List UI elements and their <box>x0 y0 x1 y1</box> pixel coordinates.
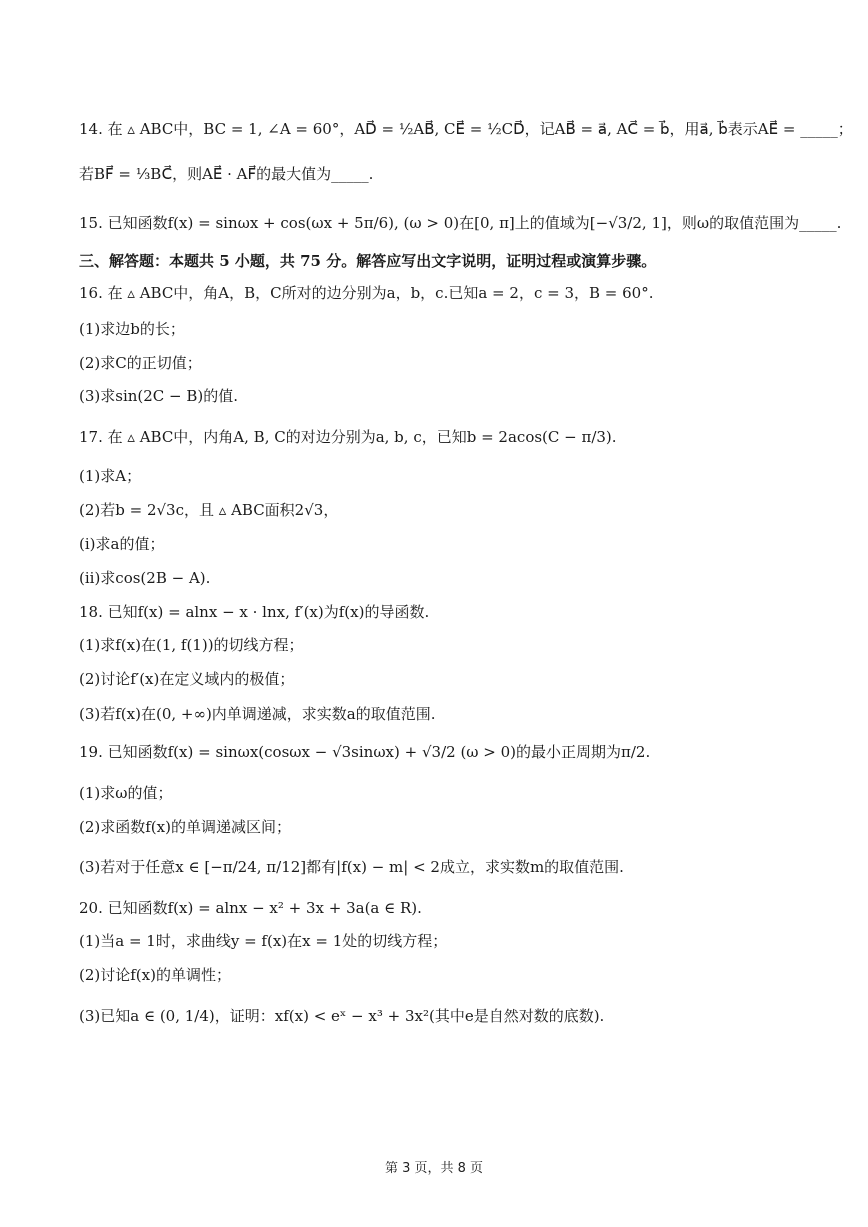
page-footer: 第 3 页，共 8 页 <box>384 1161 484 1176</box>
problem-14-line2: 若BF⃗ = ⅓BC⃗，则AE⃗ · AF⃗的最大值为_____. <box>79 165 374 183</box>
section-heading: 三、解答题：本题共 5 小题，共 75 分。解答应写出文字说明，证明过程或演算步骤。 <box>79 252 657 270</box>
problem-17-part2-i: (i)求a的值； <box>79 535 165 553</box>
problem-20-part2: (2)讨论f(x)的单调性； <box>79 966 231 984</box>
problem-19: 19. 已知函数f(x) = sinωx(cosωx − √3sinωx) + √3/2 (ω > 0)的最小正周期为π/2. <box>79 743 651 761</box>
problem-20: 20. 已知函数f(x) = alnx − x² + 3x + 3a(a ∈ R). <box>79 899 422 917</box>
problem-18-part3: (3)若f(x)在(0, +∞)内单调递减，求实数a的取值范围. <box>79 705 436 723</box>
problem-17-part2: (2)若b = 2√3c，且 ▵ ABC面积2√3， <box>79 501 339 519</box>
problem-16: 16. 在 ▵ ABC中，角A，B，C所对的边分别为a，b，c.已知a = 2，c = 3，B = 60°. <box>79 284 654 302</box>
problem-15: 15. 已知函数f(x) = sinωx + cos(ωx + 5π/6), (ω > 0)在[0, π]上的值域为[−√3/2, 1]，则ω的取值范围为_____. <box>79 214 842 232</box>
problem-19-part1: (1)求ω的值； <box>79 784 173 802</box>
problem-19-part2: (2)求函数f(x)的单调递减区间； <box>79 818 291 836</box>
problem-20-part3: (3)已知a ∈ (0, 1/4)，证明：xf(x) < eˣ − x³ + 3x²(其中e是自然对数的底数). <box>79 1007 605 1025</box>
problem-18-part2: (2)讨论f′(x)在定义域内的极值； <box>79 670 295 688</box>
problem-16-part1: (1)求边b的长； <box>79 320 185 338</box>
problem-20-part1: (1)当a = 1时，求曲线y = f(x)在x = 1处的切线方程； <box>79 932 448 950</box>
problem-16-part3: (3)求sin(2C − B)的值. <box>79 387 239 405</box>
problem-18: 18. 已知f(x) = alnx − x · lnx, f′(x)为f(x)的导函数. <box>79 603 430 621</box>
problem-18-part1: (1)求f(x)在(1, f(1))的切线方程； <box>79 636 304 654</box>
problem-17-part2-ii: (ii)求cos(2B − A). <box>79 569 211 587</box>
problem-17-part1: (1)求A； <box>79 467 142 485</box>
problem-14-line1: 14. 在 ▵ ABC中，BC = 1, ∠A = 60°，AD⃗ = ½AB⃗, CE⃗ = ½CD⃗，记AB⃗ = a⃗, AC⃗ = b⃗，用a⃗, b⃗表示AE⃗ = _____； <box>79 120 853 138</box>
problem-19-part3: (3)若对于任意x ∈ [−π/24, π/12]都有|f(x) − m| < 2成立，求实数m的取值范围. <box>79 858 624 876</box>
problem-16-part2: (2)求C的正切值； <box>79 354 202 372</box>
problem-17: 17. 在 ▵ ABC中，内角A, B, C的对边分别为a, b, c，已知b = 2acos(C − π/3). <box>79 428 617 446</box>
